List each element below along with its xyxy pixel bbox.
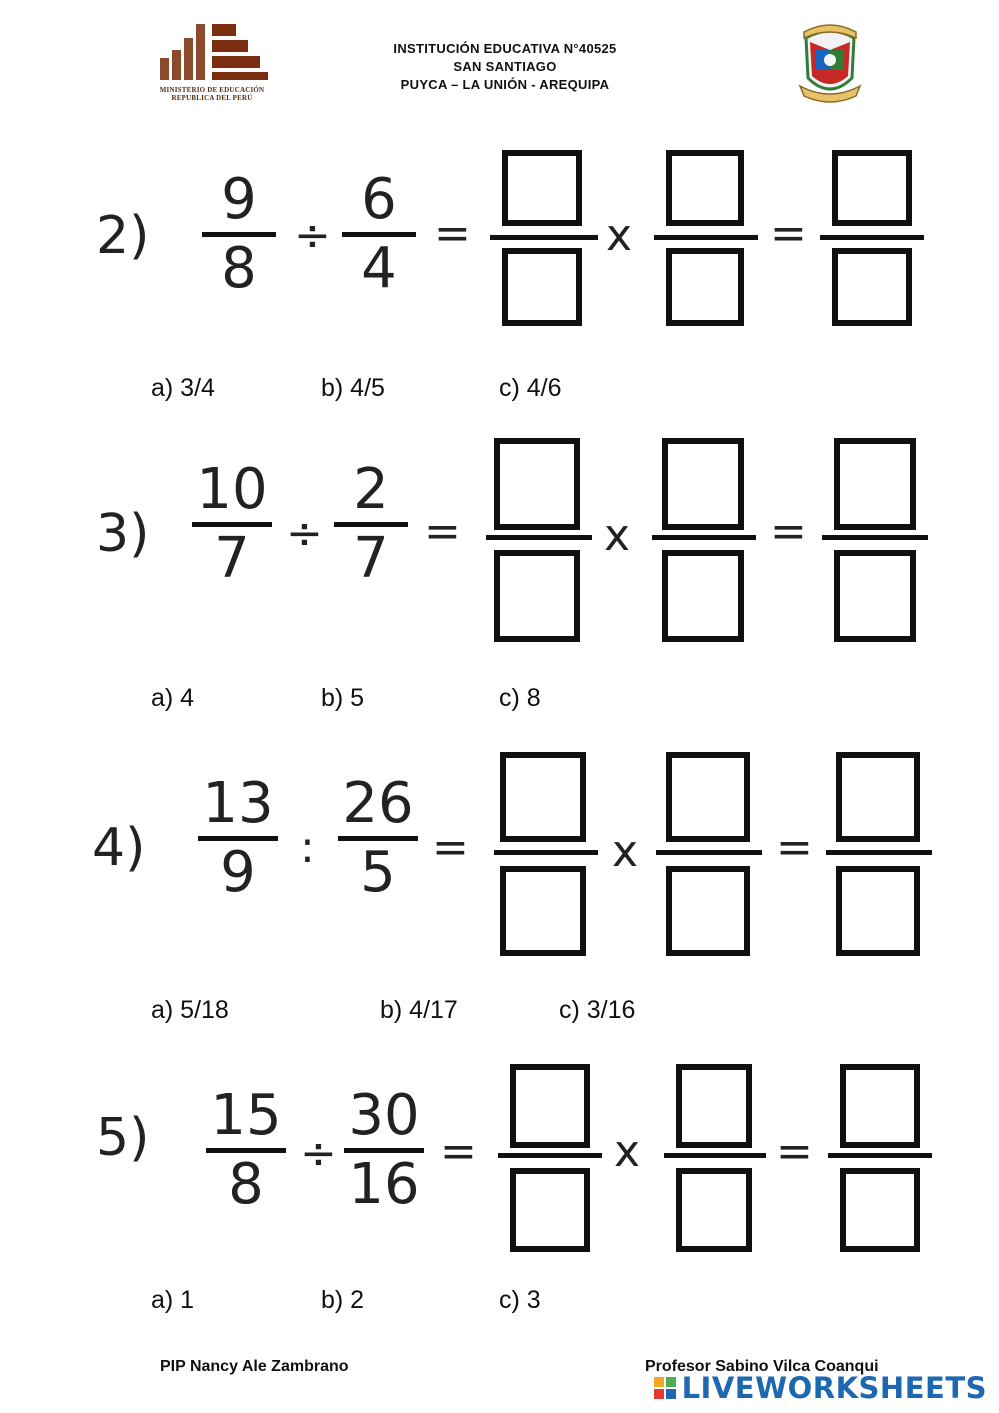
answer-box-denominator-2[interactable] bbox=[662, 550, 744, 642]
times-sign: x bbox=[606, 210, 633, 261]
option-a[interactable]: a) 3/4 bbox=[151, 374, 215, 402]
answer-box-numerator-2[interactable] bbox=[662, 438, 744, 530]
equals-sign: = bbox=[432, 822, 469, 873]
option-b[interactable]: b) 4/5 bbox=[321, 374, 385, 402]
denominator: 4 bbox=[361, 236, 397, 301]
answer-box-numerator-2[interactable] bbox=[666, 150, 744, 226]
equals-sign: = bbox=[434, 208, 471, 259]
answer-box-numerator-1[interactable] bbox=[494, 438, 580, 530]
denominator: 9 bbox=[220, 840, 256, 905]
answer-box-denominator-3[interactable] bbox=[832, 248, 912, 326]
numerator: 9 bbox=[221, 167, 257, 232]
answer-box-denominator-1[interactable] bbox=[500, 866, 586, 956]
answer-box-denominator-3[interactable] bbox=[834, 550, 916, 642]
option-b[interactable]: b) 5 bbox=[321, 684, 365, 712]
answer-box-denominator-2[interactable] bbox=[676, 1168, 752, 1252]
option-b[interactable]: b) 2 bbox=[321, 1286, 365, 1314]
divide-sign: ÷ bbox=[286, 508, 323, 559]
answer-box-numerator-3[interactable] bbox=[832, 150, 912, 226]
answer-box-numerator-1[interactable] bbox=[500, 752, 586, 842]
numerator: 30 bbox=[348, 1083, 420, 1148]
liveworksheets-wordmark: LIVEWORKSHEETS bbox=[681, 1371, 987, 1405]
divide-sign: ÷ bbox=[294, 210, 331, 261]
option-a[interactable]: a) 5/18 bbox=[151, 996, 229, 1024]
divide-sign: ÷ bbox=[300, 1128, 337, 1179]
times-sign: x bbox=[612, 826, 639, 877]
denominator: 5 bbox=[360, 840, 396, 905]
exercise-label: 5) bbox=[96, 1108, 150, 1168]
answer-box-numerator-2[interactable] bbox=[666, 752, 750, 842]
fraction-2-7 bbox=[326, 458, 416, 591]
answer-box-numerator-1[interactable] bbox=[510, 1064, 590, 1148]
fraction-26-5 bbox=[330, 772, 426, 905]
exercise-label: 3) bbox=[96, 504, 150, 564]
liveworksheets-icon bbox=[654, 1377, 676, 1399]
school-subname: SAN SANTIAGO bbox=[453, 59, 557, 74]
fraction-15-8 bbox=[198, 1084, 294, 1217]
equals-sign: = bbox=[424, 506, 461, 557]
answer-box-numerator-3[interactable] bbox=[840, 1064, 920, 1148]
option-c[interactable]: c) 3/16 bbox=[559, 996, 636, 1024]
answer-box-numerator-3[interactable] bbox=[836, 752, 920, 842]
equals-sign: = bbox=[440, 1126, 477, 1177]
answer-box-denominator-3[interactable] bbox=[836, 866, 920, 956]
fraction-9-8 bbox=[194, 168, 284, 301]
denominator: 8 bbox=[221, 236, 257, 301]
option-a[interactable]: a) 4 bbox=[151, 684, 195, 712]
fraction-10-7 bbox=[184, 458, 280, 591]
liveworksheets-logo[interactable] bbox=[654, 1372, 987, 1404]
numerator: 10 bbox=[196, 457, 268, 522]
school-location: PUYCA – LA UNIÓN - AREQUIPA bbox=[400, 77, 610, 92]
exercise-label: 4) bbox=[92, 818, 146, 878]
answer-box-denominator-3[interactable] bbox=[840, 1168, 920, 1252]
school-crest-icon bbox=[796, 20, 864, 110]
equals-sign: = bbox=[776, 822, 813, 873]
fraction-30-16 bbox=[336, 1084, 432, 1217]
option-c[interactable]: c) 3 bbox=[499, 1286, 541, 1314]
footer-right-author: Profesor Sabino Vilca Coanqui bbox=[645, 1358, 879, 1375]
numerator: 6 bbox=[361, 167, 397, 232]
option-c[interactable]: c) 8 bbox=[499, 684, 541, 712]
equals-sign: = bbox=[770, 208, 807, 259]
answer-box-denominator-1[interactable] bbox=[510, 1168, 590, 1252]
answer-box-denominator-2[interactable] bbox=[666, 866, 750, 956]
option-b[interactable]: b) 4/17 bbox=[380, 996, 458, 1024]
denominator: 7 bbox=[214, 526, 250, 591]
ratio-sign: : bbox=[300, 822, 315, 873]
equals-sign: = bbox=[770, 506, 807, 557]
numerator: 26 bbox=[342, 771, 414, 836]
school-header bbox=[330, 40, 680, 94]
minedu-logo-text: MINISTERIO DE EDUCACIÓN REPUBLICA DEL PERÚ bbox=[159, 86, 265, 102]
option-c[interactable]: c) 4/6 bbox=[499, 374, 562, 402]
numerator: 2 bbox=[353, 457, 389, 522]
exercise-label: 2) bbox=[96, 206, 150, 266]
fraction-13-9 bbox=[190, 772, 286, 905]
times-sign: x bbox=[614, 1126, 641, 1177]
times-sign: x bbox=[604, 510, 631, 561]
numerator: 15 bbox=[210, 1083, 282, 1148]
option-a[interactable]: a) 1 bbox=[151, 1286, 195, 1314]
answer-box-numerator-1[interactable] bbox=[502, 150, 582, 226]
answer-box-numerator-3[interactable] bbox=[834, 438, 916, 530]
answer-box-denominator-1[interactable] bbox=[502, 248, 582, 326]
denominator: 16 bbox=[348, 1152, 420, 1217]
answer-box-numerator-2[interactable] bbox=[676, 1064, 752, 1148]
school-name: INSTITUCIÓN EDUCATIVA N°40525 bbox=[393, 41, 617, 56]
denominator: 7 bbox=[353, 526, 389, 591]
answer-box-denominator-1[interactable] bbox=[494, 550, 580, 642]
equals-sign: = bbox=[776, 1126, 813, 1177]
answer-box-denominator-2[interactable] bbox=[666, 248, 744, 326]
footer-left-author: PIP Nancy Ale Zambrano bbox=[160, 1358, 349, 1375]
denominator: 8 bbox=[228, 1152, 264, 1217]
numerator: 13 bbox=[202, 771, 274, 836]
fraction-6-4 bbox=[334, 168, 424, 301]
